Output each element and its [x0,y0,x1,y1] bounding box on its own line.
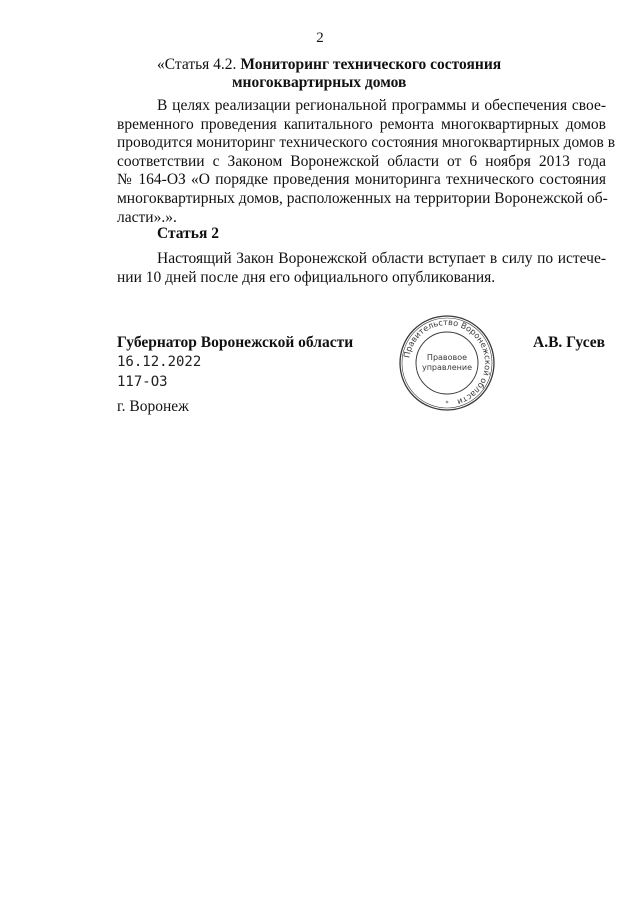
stamp-inner-line1: Правовое [426,353,468,362]
article-4-2-title-line1: Мониторинг технического состояния [240,56,502,73]
signatory-position: Губернатор Воронежской области [117,334,354,351]
article-2-body [117,250,606,287]
article-4-2-heading [157,56,537,74]
signer-name: А.В. Гусев [533,334,606,351]
body-line: многоквартирных домов, расположенных на территории Воронежской об- [117,189,608,207]
article-4-2-title-line2: многоквартирных домов [232,74,407,91]
stamp-outer-text: Правительство Воронежской области [401,316,494,408]
body-line: В целях реализации региональной программы и обеспечения свое- [157,97,606,114]
body-line: проводится мониторинг технического состояния многоквартирных домов в [117,134,616,152]
body-line: нии 10 дней после дня его официального опубликования. [117,268,496,286]
stamp-star-icon: * [445,400,449,407]
body-line: № 164-ОЗ «О порядке проведения мониторинга технического состояния [117,171,606,189]
stamp-inner-line2: управление [421,363,473,372]
law-date: 16.12.2022 [117,354,202,370]
article-2-title: Статья 2 [157,225,219,242]
article-4-2-lead: «Статья 4.2. [157,56,241,73]
article-4-2-body [117,97,616,227]
page-number: 2 [316,30,324,46]
law-number: 117-ОЗ [117,374,168,390]
body-line: временного проведения капитального ремонта многоквартирных домов [117,115,606,133]
body-line: Настоящий Закон Воронежской области вступает в силу по истече- [157,250,606,267]
signature-block [117,334,353,416]
city: г. Воронеж [117,398,189,415]
body-line: ласти».». [117,208,177,226]
legal-department-stamp [397,313,497,413]
body-line: соответствии с Законом Воронежской области от 6 ноября 2013 года [117,152,606,170]
